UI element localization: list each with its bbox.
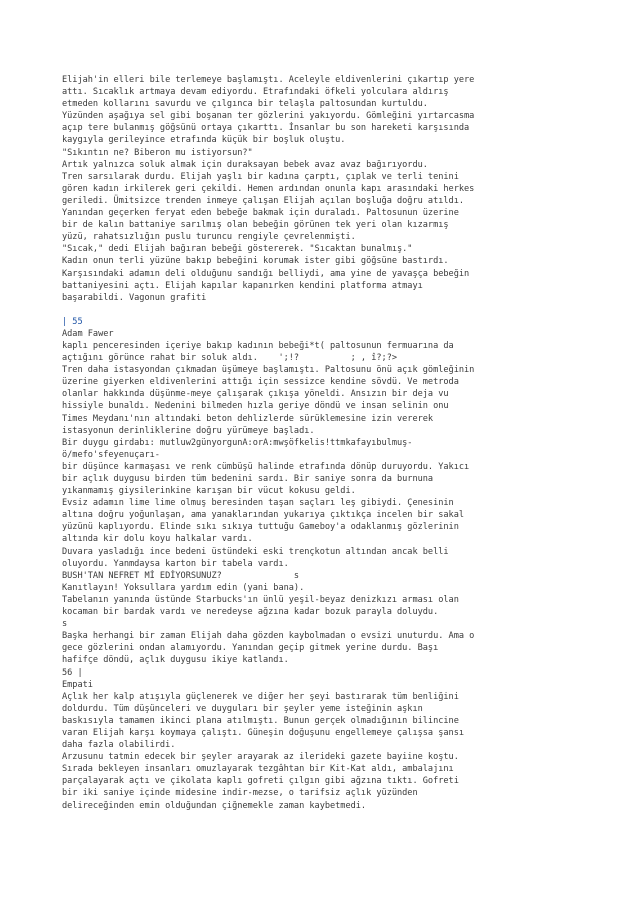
text-line: yüzünü kaplıyordu. Elinde sıkı sıkıya tuttuğu Gameboy'a odaklanmış gözlerinin [62,522,459,533]
text-line: delireceğinden emin olduğundan çiğnemekle zaman kaybetmedi. [62,800,367,811]
text-line: hissiyle bunaldı. Nedenini bilmeden hızla geriye döndü ve insan selinin onu [62,401,449,412]
text-line: etmeden kollarını savurdu ve çılgınca bir telaşla paltosundan kurtuldu. [62,99,428,110]
text-line: 56 | [62,667,83,678]
text-line: geriledi. Ümitsizce trenden inmeye çalışan Elijah açılan boşluğa doğru atıldı. [62,195,465,206]
text-line: Duvara yasladığı ince bedeni üstündeki eski trençkotun altından ancak belli [62,546,449,557]
text-line: Tren daha istasyondan çıkmadan üşümeye başlamıştı. Paltosunu önü açık gömleğinin [62,365,475,376]
text-line: Sırada bekleyen insanları omuzlayarak tezgâhtan bir Kit-Kat aldı, ambalajını [62,764,454,775]
text-line: Adam Fawer [62,328,114,339]
text-line: BUSH'TAN NEFRET Mİ EDİYORSUNUZ? s [62,570,300,581]
text-line: bir iki saniye içinde midesine indir-mezse, o tarifsiz açlık yüzünden [62,788,418,799]
text-line: Başka herhangi bir zaman Elijah daha gözden kaybolmadan o evsizi unuturdu. Ama o [62,631,475,642]
text-line: doldurdu. Tüm düşünceleri ve duyguları bir şeyler yeme isteğinin aşkın [62,703,423,714]
text-line: Yüzünden aşağıya sel gibi boşanan ter gözlerini yakıyordu. Gömleğini yırtarcasma [62,111,475,122]
text-line: istasyonun derinliklerine doğru yürümeye başladı. [62,425,315,436]
text-line: Karşısındaki adamın deli olduğunu sandığı belliydi, ama yine de yavaşça bebeğin [62,268,470,279]
text-line: altında kir dolu koyu halkalar vardı. [62,534,253,545]
text-line: baskısıyla tamamen ikinci plana atılmıştı. Bunun gerçek olmadığının bilincine [62,715,459,726]
text-line: gören kadın irkilerek geri çekildi. Hemen ardından onunla kapı arasındaki herkes [62,183,475,194]
text-line: Elijah'in elleri bile terlemeye başlamıştı. Aceleyle eldivenlerini çıkartıp yere [62,75,475,85]
text-line: Tabelanın yanında üstünde Starbucks'ın ünlü yeşil-beyaz denizkızı arması olan [62,594,459,605]
text-line: yüzü, rahatsızlığın puslu turuncu rengiyle çevrelenmişti. [62,232,356,243]
document-page [62,74,582,812]
text-line: Kanıtlayın! Yoksullara yardım edin (yani bana). [62,582,305,593]
text-line: altına doğru yoğunlaşan, ama yanaklarından yukarıya çıktıkça incelen bir sakal [62,510,465,521]
text-line: Tren sarsılarak durdu. Elijah yaşlı bir kadına çarptı, çıplak ve terli tenini [62,171,459,182]
text-line: bir açlık duygusu birden tüm bedenini sardı. Bir saniye sonra da burnuna [62,474,434,484]
text-line: Times Meydanı'nın altındaki beton dehlizlerde sürüklemesine izin vererek [62,413,434,424]
text-line: bir düşünce karmaşası ve renk cümbüşü halinde etrafında dönüp duruyordu. Yakıcı [62,461,470,472]
text-line: "Sıkıntın ne? Biberon mu istiyorsun?" [62,147,253,158]
text-line: hafifçe döndü, açlık duygusu ikiye katlandı. [62,655,289,666]
text-line: battaniyesini açtı. Elijah kapılar kapanırken kendini platforma atmayı [62,280,423,291]
text-line: oluyordu. Yanmdaysa karton bir tabela vardı. [62,558,289,569]
paragraph-gap [62,304,582,316]
text-line: Arzusunu tatmin edecek bir şeyler arayarak az ilerideki gazete bayiine koştu. [62,752,459,763]
text-line: kocaman bir bardak vardı ve neredeyse ağzına kadar bozuk parayla doluydu. [62,607,439,618]
text-line: ö/mefo'sfeyenuçarı- [62,449,160,460]
text-line: Evsiz adamın lime lime olmuş beresinden taşan saçları leş gibiydi. Çenesinin [62,498,454,509]
text-line: bir de kalın battaniye sarılmış olan bebeğin görünen tek yeri olan kızarmış [62,220,449,231]
text-line: Kadın onun terli yüzüne bakıp bebeğini korumak ister gibi göğsüne bastırdı. [62,256,449,267]
text-block-first-page [62,74,582,304]
text-line: gece gözlerini ondan alamıyordu. Yanından geçip gitmek yerine durdu. Başı [62,643,439,654]
text-line: attı. Sıcaklık artmaya devam ediyordu. Etrafındaki öfkeli yolculara aldırış [62,87,449,98]
text-line: açtığını görünce rahat bir soluk aldı. ';!? ; , î?;?> [62,353,398,364]
text-line: Empati [62,679,93,690]
text-line: varan Elijah karşı koymaya çalıştı. Güneşin doğuşunu engellemeye çalışsa şansı [62,727,465,738]
text-line: s [62,619,68,630]
text-line: Yanından geçerken feryat eden bebeğe bakmak için duraladı. Paltosunun üzerine [62,208,459,219]
text-line: kaplı penceresinden içeriye bakıp kadının bebeği*t( paltosunun fermuarına da [62,340,454,351]
text-line: Açlık her kalp atışıyla güçlenerek ve diğer her şeyi bastırarak tüm benliğini [62,691,459,702]
text-line: kaygıyla gerileyince etrafında küçük bir boşluk oluştu. [62,135,346,146]
text-line: açıp tere bulanmış göğsünü ortaya çıkarttı. İnsanlar bu son hareketi karşısında [62,123,470,134]
text-line: yıkanmamış giysilerinkine karışan bir vücut kokusu geldi. [62,486,356,497]
page-number-55[interactable]: | 55 [62,316,83,327]
text-line: Artık yalnızca soluk almak için duraksayan bebek avaz avaz bağırıyordu. [62,159,428,170]
text-line: başarabildi. Vagonun grafiti [62,292,207,303]
text-line: olanlar hakkında düşünme-meye çalışarak çıkışa yöneldi. Ansızın bir deja vu [62,389,449,400]
text-line: "Sıcak," dedi Elijah bağıran bebeği göstererek. "Sıcaktan bunalmış." [62,244,413,255]
text-line: parçalayarak açtı ve çikolata kaplı gofreti çılgın gibi ağzına tıktı. Gofreti [62,776,459,787]
text-line: daha fazla olabilirdi. [62,740,176,751]
text-line: üzerine giyerken eldivenlerini attığı için sessizce kendine sövdü. Ve metroda [62,377,459,388]
text-line: Bir duygu girdabı: mutluw2günyorgunA:orA:mwşöfkelis!ttmkafayıbulmuş- [62,437,413,448]
text-block-second-page [62,328,582,812]
